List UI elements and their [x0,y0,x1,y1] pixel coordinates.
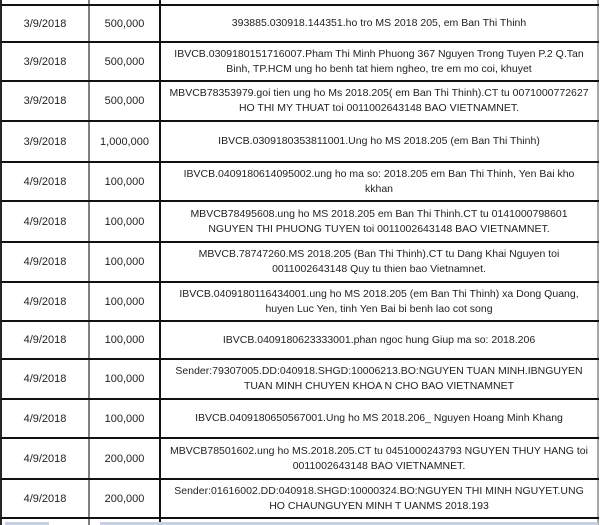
date-cell: 4/9/2018 [2,163,90,200]
table-row [0,122,599,163]
date-cell: 4/9/2018 [2,439,90,478]
date-cell: 3/9/2018 [2,43,90,80]
date-cell [2,0,90,4]
table-row [0,82,599,122]
table-row [0,6,599,43]
description-cell: MBVCB78495608.ung ho MS 2018.205 em Ban Thi Thinh.CT tu 0141000798601 NGUYEN THI PHUONG TUYEN toi 0011002643148 BAO VIETNAMNET. [161,202,599,241]
table-row [0,283,599,322]
date-cell: 4/9/2018 [2,400,90,437]
amount-cell: 200,000 [90,439,161,478]
amount-cell: 100,000 [90,400,161,437]
table-row [0,480,599,519]
table-row [0,322,599,360]
table-row [0,360,599,400]
table-row [0,43,599,82]
amount-cell: 500,000 [90,43,161,80]
description-cell: IBVCB.0409180650567001.Ung ho MS 2018.206_ Nguyen Hoang Minh Khang [161,400,599,437]
amount-cell: 500,000 [90,6,161,41]
description-cell: Sender:01616002.DD:040918.SHGD:10000324.BO:NGUYEN THI MINH NGUYET.UNG HO CHAUNGUYEN MINH T UANMS 2018.193 [161,480,599,517]
table-row [0,400,599,439]
description-cell: IBVCB.0409180614095002.ung ho ma so: 2018.205 em Ban Thi Thinh, Yen Bai kho kkhan [161,163,599,200]
cutoff-row-bottom [0,519,599,525]
description-cell: MBVCB78353979.goi tien ung ho Ms 2018.205( em Ban Thi Thinh).CT tu 0071000772627 HO THI MY THUAT toi 0011002643148 BAO VIETNAMNET. [161,82,599,120]
description-cell: IBVCB.0409180116434001.ung ho MS 2018.205 (em Ban Thi Thinh) xa Dong Quang, huyen Luc Yen, tinh Yen Bai bi benh lao cot song [161,283,599,320]
date-cell: 4/9/2018 [2,243,90,281]
description-cell: IBVCB.0309180151716007.Pham Thi Minh Phuong 367 Nguyen Trong Tuyen P.2 Q.Tan Binh, TP.HCM ung ho benh tat hiem ngheo, tre em mo coi, khuyet [161,43,599,80]
description-cell: IBVCB.0309180353811001.Ung ho MS 2018.205 (em Ban Thi Thinh) [161,122,599,161]
date-cell: 4/9/2018 [2,202,90,241]
amount-cell: 100,000 [90,243,161,281]
amount-cell: 100,000 [90,360,161,398]
amount-cell: 100,000 [90,163,161,200]
description-cell: Sender:79307005.DD:040918.SHGD:10006213.BO:NGUYEN TUAN MINH.IBNGUYEN TUAN MINH CHUYEN KHOA N CHO BAO VIETNAMNET [161,360,599,398]
date-cell: 4/9/2018 [2,283,90,320]
table-row [0,163,599,202]
amount-cell [90,0,161,4]
date-cell: 4/9/2018 [2,322,90,358]
description-cell [161,0,599,4]
description-cell: IBVCB.0409180623333001.phan ngoc hung Giup ma so: 2018.206 [161,322,599,358]
description-cell: 393885.030918.144351.ho tro MS 2018 205, em Ban Thi Thinh [161,6,599,41]
description-cell: MBVCB78501602.ung ho MS.2018.205.CT tu 0451000243793 NGUYEN THUY HANG toi 0011002643148 BAO VIETNAMNET. [161,439,599,478]
amount-cell: 1,000,000 [90,122,161,161]
description-cell: MBVCB.78747260.MS 2018.205 (Ban Thi Thinh).CT tu Dang Khai Nguyen toi 0011002643148 Quy tu thien bao Vietnamnet. [161,243,599,281]
amount-cell: 500,000 [90,82,161,120]
amount-cell: 100,000 [90,202,161,241]
amount-cell: 200,000 [90,480,161,517]
date-cell: 4/9/2018 [2,360,90,398]
date-cell: 3/9/2018 [2,6,90,41]
table-row [0,439,599,480]
date-cell: 4/9/2018 [2,480,90,517]
table-row [0,202,599,243]
amount-cell: 100,000 [90,283,161,320]
date-cell: 3/9/2018 [2,122,90,161]
table-row [0,243,599,283]
date-cell: 3/9/2018 [2,82,90,120]
amount-cell: 100,000 [90,322,161,358]
